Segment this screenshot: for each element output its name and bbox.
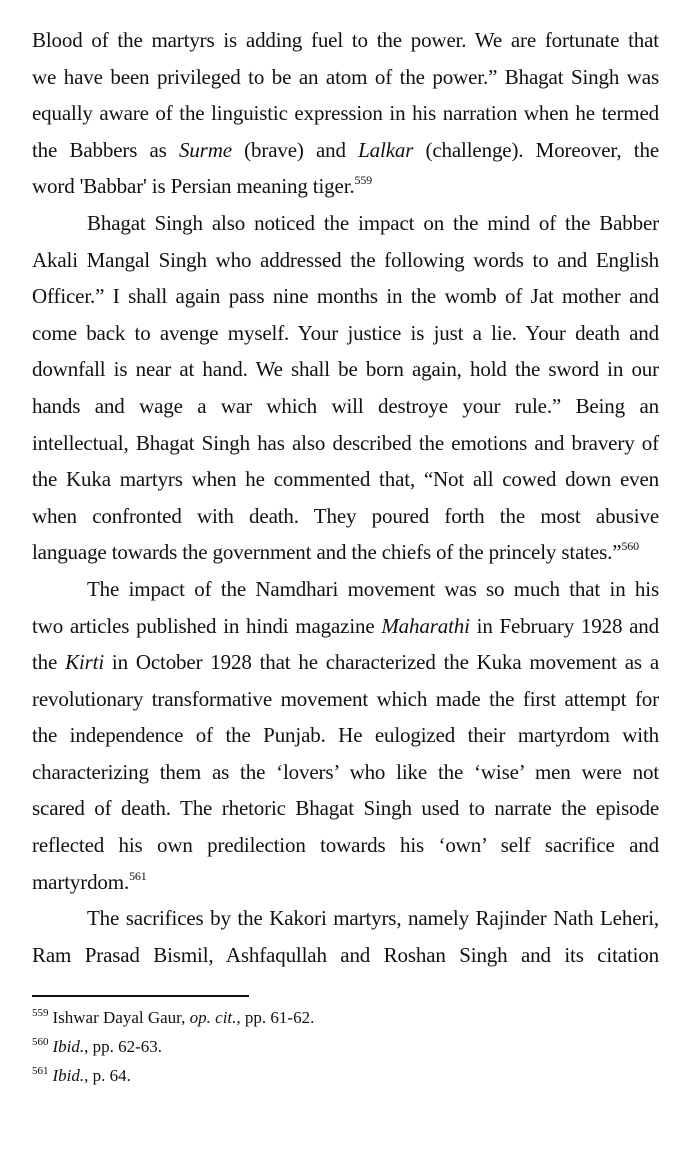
text-line [32,937,659,974]
footnote-reference: 559 [354,173,373,188]
text-segment: The sacrifices by the Kakori martyrs, namely Rajinder Nath Leheri, [87,906,659,931]
text-line [32,278,659,315]
text-segment: Blood of the martyrs is adding fuel to the power. We are fortunate that [32,28,659,52]
italic-term: Kirti [65,650,105,675]
footnote-text: , pp. 62-63. [84,1037,163,1056]
text-segment: come back to avenge myself. Your justice is just a lie. Your death and [32,320,659,345]
footnote-separator-rule [32,995,249,997]
footnote-item [32,1061,314,1090]
footnote-item [32,1003,314,1032]
text-segment: the Kuka martyrs when he commented that, “Not all cowed down even [32,467,659,492]
footnote-item [32,1032,314,1061]
footnote-number: 561 [32,1065,49,1077]
text-line [32,168,659,205]
text-line [32,644,659,681]
text-line [32,425,659,462]
text-segment: Officer.” I shall again pass nine months in the womb of Jat mother and [32,284,659,309]
text-line [32,205,659,242]
text-segment: in February 1928 and [469,613,659,638]
text-line [32,95,659,132]
text-segment: when confronted with death. They poured forth the most abusive [32,503,659,528]
italic-term: Surme [178,137,232,162]
footnote-reference: 560 [621,539,639,554]
text-line [32,864,659,901]
text-segment: in October 1928 that he characterized the Kuka movement as a [104,650,659,675]
text-line [32,22,659,59]
text-segment: The impact of the Namdhari movement was so much that in his [87,576,659,601]
text-segment: characterizing them as the ‘lovers’ who like the ‘wise’ men were not [32,759,659,784]
text-segment: (challenge). Moreover, the [413,137,659,162]
footnote-number: 560 [32,1036,49,1048]
text-segment: (brave) and [231,137,359,162]
text-segment: Ram Prasad Bismil, Ashfaqullah and Roshan Singh and its citation [32,942,659,967]
text-line [32,681,659,718]
text-line [32,571,659,608]
text-line [32,315,659,352]
text-line [32,59,659,96]
text-segment: the [32,650,66,675]
text-line [32,242,659,279]
footnote-reference: 561 [129,868,147,883]
footnotes [32,1003,314,1090]
text-line [32,790,659,827]
footnote-text: Ishwar Dayal Gaur, [52,1008,190,1027]
footnote-text: , pp. 61-62. [236,1008,315,1027]
italic-citation: Ibid. [52,1037,85,1056]
document-body [32,22,659,973]
text-line [32,900,659,937]
text-segment: two articles published in hindi magazine [32,613,382,638]
text-line [32,827,659,864]
text-line [32,351,659,388]
text-segment: reflected his own predilection towards his ‘own’ self sacrifice and [32,833,659,858]
italic-term: Maharathi [381,613,470,638]
text-segment: word 'Babbar' is Persian meaning tiger. [32,174,355,199]
text-segment: martyrdom. [32,869,130,894]
text-line [32,498,659,535]
text-segment: Bhagat Singh also noticed the impact on the mind of the Babber [87,210,659,235]
text-segment: revolutionary transformative movement which made the first attempt for [32,686,659,711]
footnote-number: 559 [32,1007,49,1019]
text-line [32,534,659,571]
text-segment: hands and wage a war which will destroye your rule.” Being an [32,393,659,418]
italic-citation: op. cit. [189,1008,237,1027]
text-line [32,717,659,754]
text-line [32,461,659,498]
text-line [32,608,659,645]
text-segment: downfall is near at hand. We shall be born again, hold the sword in our [32,357,659,382]
text-segment: the Babbers as [32,137,179,162]
text-segment: language towards the government and the chiefs of the princely states.” [32,540,622,565]
text-segment: equally aware of the linguistic expression in his narration when he termed [32,101,659,126]
text-line [32,754,659,791]
text-segment: intellectual, Bhagat Singh has also described the emotions and bravery of [32,430,659,455]
text-segment: the independence of the Punjab. He eulogized their martyrdom with [32,723,659,748]
text-line [32,388,659,425]
italic-term: Lalkar [358,137,414,162]
footnote-text: , p. 64. [84,1066,131,1085]
text-line [32,132,659,169]
text-segment: scared of death. The rhetoric Bhagat Singh used to narrate the episode [32,796,659,821]
italic-citation: Ibid. [52,1066,85,1085]
text-segment: we have been privileged to be an atom of the power.” Bhagat Singh was [32,64,659,89]
text-segment: Akali Mangal Singh who addressed the following words to and English [32,247,659,272]
